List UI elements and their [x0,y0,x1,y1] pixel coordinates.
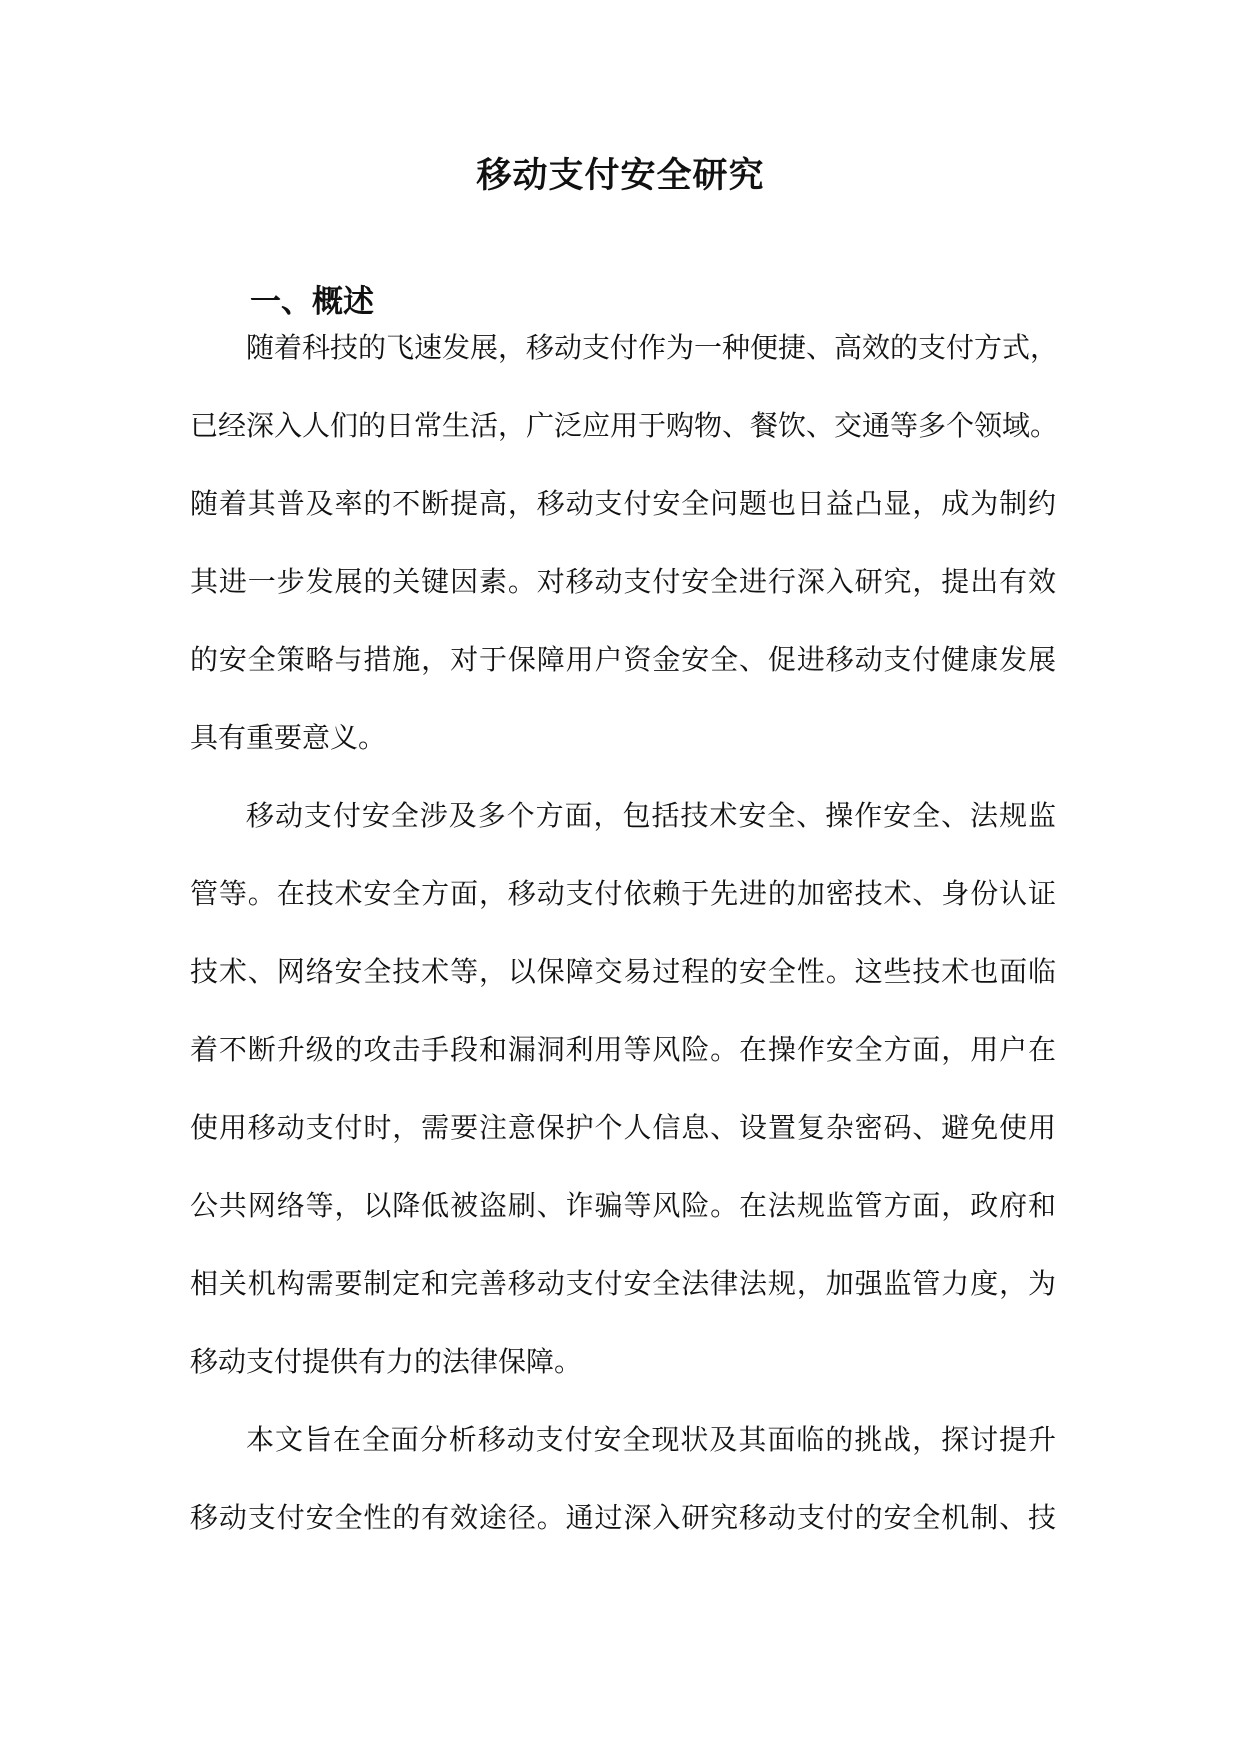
paragraph-line: 技术、网络安全技术等，以保障交易过程的安全性。这些技术也面临 [190,955,1056,988]
paragraph-line: 已经深入人们的日常生活，广泛应用于购物、餐饮、交通等多个领域。 [190,409,1059,442]
paragraph-line: 其进一步发展的关键因素。对移动支付安全进行深入研究，提出有效 [190,565,1056,598]
paragraph-line: 移动支付安全性的有效途径。通过深入研究移动支付的安全机制、技 [190,1501,1056,1534]
paragraph-line: 公共网络等，以降低被盗刷、诈骗等风险。在法规监管方面，政府和 [190,1189,1056,1222]
paragraph-1 [190,309,1059,777]
paragraph-line: 随着科技的飞速发展，移动支付作为一种便捷、高效的支付方式， [246,331,1059,364]
paragraph-line: 管等。在技术安全方面，移动支付依赖于先进的加密技术、身份认证 [190,877,1056,910]
paragraph-line: 相关机构需要制定和完善移动支付安全法律法规，加强监管力度，为 [190,1267,1056,1300]
paragraph-line: 的安全策略与措施，对于保障用户资金安全、促进移动支付健康发展 [190,643,1056,676]
paragraph-line: 使用移动支付时，需要注意保护个人信息、设置复杂密码、避免使用 [190,1111,1056,1144]
page-title: 移动支付安全研究 [476,156,765,196]
paragraph-2 [190,777,1056,1401]
paragraph-line: 移动支付安全涉及多个方面，包括技术安全、操作安全、法规监 [246,799,1056,832]
paragraph-line: 移动支付提供有力的法律保障。 [190,1345,583,1378]
paragraph-line: 着不断升级的攻击手段和漏洞利用等风险。在操作安全方面，用户在 [190,1033,1056,1066]
paragraph-line: 本文旨在全面分析移动支付安全现状及其面临的挑战，探讨提升 [246,1423,1056,1456]
paragraph-line: 随着其普及率的不断提高，移动支付安全问题也日益凸显，成为制约 [190,487,1056,520]
section-heading-overview: 一、概述 [250,284,374,320]
paragraph-3 [190,1401,1056,1557]
paragraph-line: 具有重要意义。 [190,721,387,754]
